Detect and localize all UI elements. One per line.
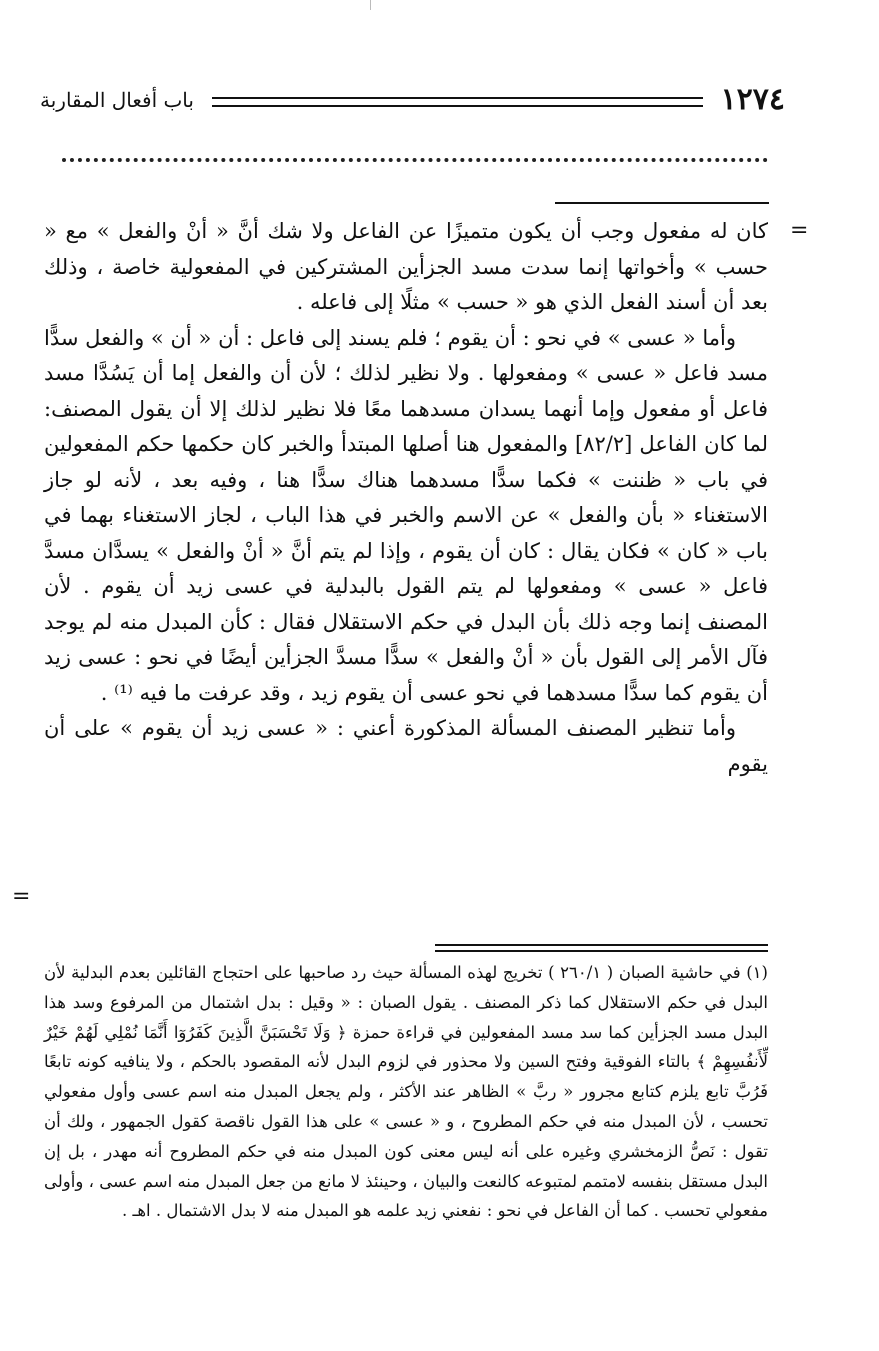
continuation-marker-bottom: = [12,884,31,909]
continuation-rule [555,202,769,204]
page-header [40,80,785,120]
paragraph: وأما تنظير المصنف المسألة المذكورة أعني : « عسى زيد أن يقوم » على أن يقوم [44,716,768,776]
footnote-rule [435,944,768,952]
header-double-rule [212,97,703,107]
footnote [44,958,768,1226]
paragraph: وأما « عسى » في نحو : أن يقوم ؛ فلم يسند إلى فاعل : أن « أن » والفعل سدًّا مسد فاعل « عسى » ومفعولها . ولا نظير لذلك ؛ لأن أن والفعل إما أن يَسُدَّا مسد فاعل أو مفعول وإما أنهما يسدان مسدهما معًا فلا نظير لذلك إلا أن يقول المصنف: لما كان الفاعل [٨٢/٢] والمفعول هنا أصلها المبتدأ والخبر كان حكمها حكم المفعولين في باب « ظننت » فكما سدًّا مسدهما هناك سدًّا هنا ، وفيه بعد ، لأنه لو جاز الاستغناء « بأن والفعل » عن الاسم والخبر في هذا الباب ، لجاز الاستغناء بهما في باب « كان » فكان يقال : كان أن يقوم ، وإذا لم يتم أنَّ « أنْ والفعل » يسدَّان مسدَّ فاعل « عسى » ومفعولها لم يتم القول بالبدلية في عسى زيد أن يقوم . لأن المصنف إنما وجه ذلك بأن البدل في حكم الاستقلال فقال : كأن المبدل منه لم يوجد فآل الأمر إلى القول بأن « أنْ والفعل » سدًّا مسدَّ الجزأين أيضًا في نحو : عسى زيد أن يقوم كما سدًّا مسدهما في نحو عسى أن يقوم زيد ، وقد عرفت ما فيه ⁽¹⁾ . [44,325,768,705]
page-fold-mark [370,0,371,10]
chapter-title: باب أفعال المقاربة [40,88,194,112]
footnote-text: (١) في حاشية الصبان ( ٢٦٠/١ ) تخريج لهذه المسألة حيث رد صاحبها على احتجاج القائلين بعدم البدلية لأن البدل في حكم الاستقلال كما ذكر المصنف . يقول الصبان : « وقيل : بدل اشتمال من المرفوع وسد هذا البدل مسد الجزأين كما سد مسد المفعولين في قراءة حمزة ﴿ وَلَا تَحْسَبَنَّ الَّذِينَ كَفَرُوٓا أَنَّمَا نُمْلِي لَهُمْ خَيْرٌ لِّأَنفُسِهِمْ ﴾ بالتاء الفوقية وفتح السين ولا محذور في لزوم البدل لأنه المقصود بالحكم ، ولا ينافيه كونه تابعًا فَرُبَّ تابع يلزم كتابع مجرور « ربَّ » الظاهر عند الأكثر ، ولم يجعل المبدل منه اسم عسى وأول مفعولي تحسب ، لأن المبدل منه في حكم المطروح ، و « عسى » على هذا القول ناقصة كقول الجمهور ، ولك أن تقول : نَصُّ الزمخشري وغيره على أنه ليس معنى كون المبدل منه في حكم المطروح أنه مهدر ، بل إن البدل مستقل بنفسه لامتمم لمتبوعه كالنعت والبيان ، وحينئذ لا مانع من جعل المبدل منه اسم عسى ، وأولى مفعولي تحسب . كما أن الفاعل في نحو : نفعني زيد علمه هو المبدل منه لا بدل الاشتمال . اهـ . [44,963,768,1221]
continuation-marker-top: = [790,218,809,243]
main-text [44,214,768,782]
page-number: ١٢٧٤ [720,82,785,117]
paragraph: كان له مفعول وجب أن يكون متميزًا عن الفاعل ولا شك أنَّ « أنْ والفعل » مع « حسب » وأخواتها إنما سدت مسد الجزأين المشتركين في المفعولية خاصة ، وذلك بعد أن أسند الفعل الذي هو « حسب » مثلًا إلى فاعله . [44,219,768,314]
dotted-separator [62,158,768,162]
